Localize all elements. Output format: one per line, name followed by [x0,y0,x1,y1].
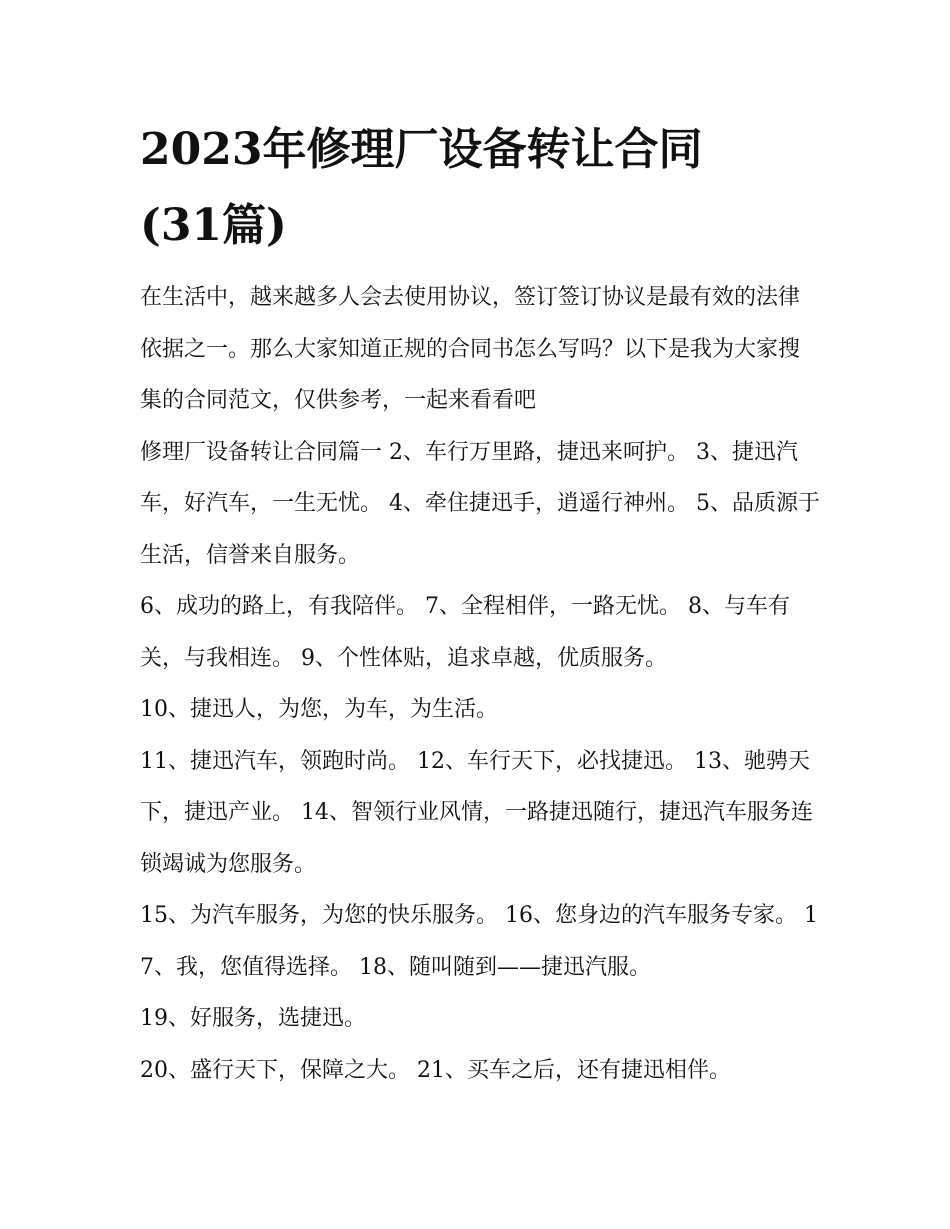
body-paragraph: 6、成功的路上，有我陪伴。 7、全程相伴，一路无忧。 8、与车有关，与我相连。 9、个性体贴，追求卓越，优质服务。 [140,594,790,671]
document-title [140,112,820,264]
body-paragraph: 20、盛行天下，保障之大。 21、买车之后，还有捷迅相伴。 [140,1057,731,1083]
title-line-2: (31篇) [140,200,287,251]
body-paragraph: 10、捷迅人，为您，为车，为生活。 [140,697,498,722]
intro-paragraph: 在生活中，越来越多人会去使用协议，签订签订协议是最有效的法律依据之一。那么大家知道正规的合同书怎么写吗？以下是我为大家搜集的合同范文，仅供参考，一起来看看吧 [140,285,801,413]
body-paragraph: 修理厂设备转让合同篇一 2、车行万里路，捷迅来呵护。 3、捷迅汽车，好汽车，一生无忧。 4、牵住捷迅手，逍遥行神州。 5、品质源于生活，信誉来自服务。 [140,439,820,568]
body-paragraph: 19、好服务，选捷迅。 [140,1006,366,1031]
title-line-1: 2023年修理厂设备转让合同 [140,124,703,175]
body-paragraph: 11、捷迅汽车，领跑时尚。 12、车行天下，必找捷迅。 13、驰骋天下，捷迅产业。 14、智领行业风情，一路捷迅随行，捷迅汽车服务连锁竭诚为您服务。 [140,748,813,877]
body-paragraph: 15、为汽车服务，为您的快乐服务。 16、您身边的汽车服务专家。 17、我，您值得选择。 18、随叫随到——捷迅汽服。 [140,903,818,980]
document-page [140,112,820,1096]
